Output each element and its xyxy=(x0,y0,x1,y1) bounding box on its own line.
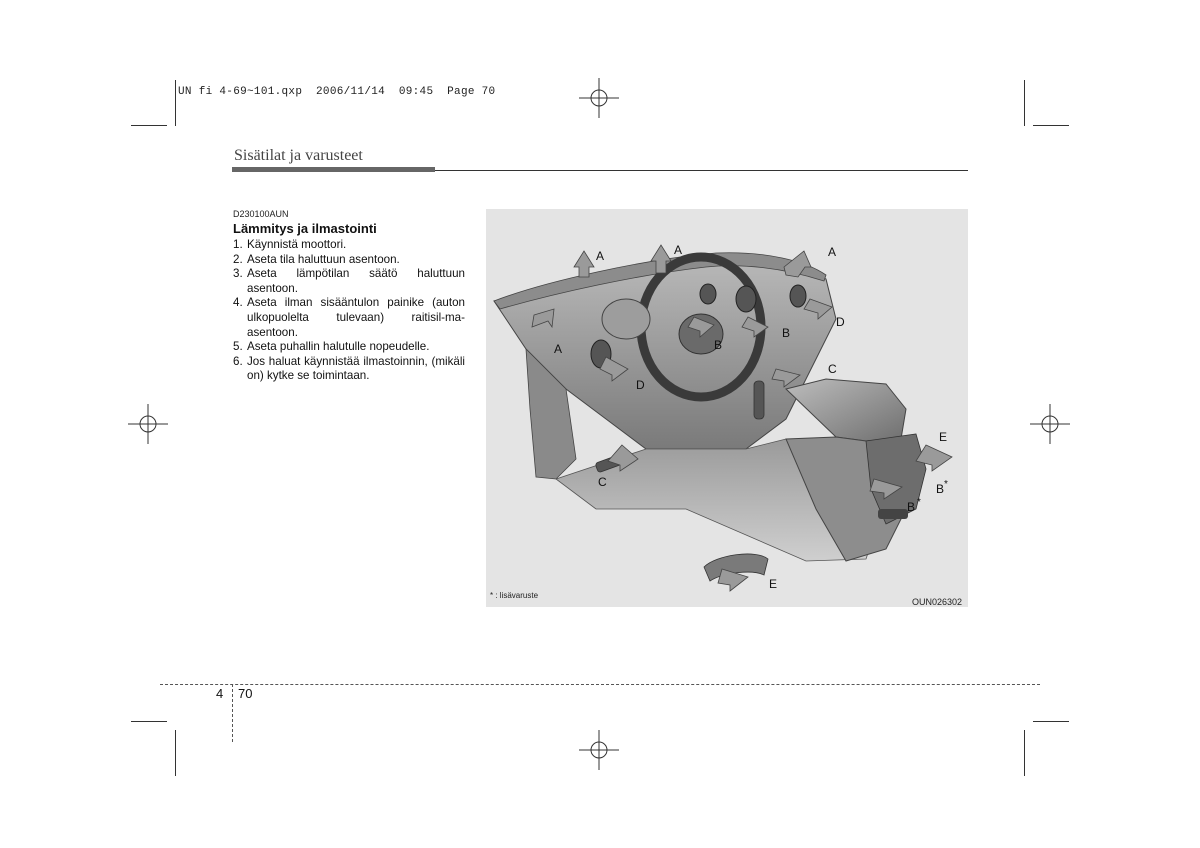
vent-label-b: B xyxy=(782,326,791,340)
vent-label-a: A xyxy=(554,342,563,356)
optional-star-mark: * xyxy=(917,497,921,508)
list-item xyxy=(233,340,465,355)
step-number: 6. xyxy=(233,354,243,368)
figure-code: OUN026302 xyxy=(912,597,963,607)
registration-mark-right-icon xyxy=(1030,404,1070,444)
topic-heading: Lämmitys ja ilmastointi xyxy=(233,221,377,236)
vent-label-d: D xyxy=(636,378,645,392)
list-item xyxy=(233,253,465,268)
crop-mark-tr-v xyxy=(1024,80,1025,126)
section-title: Sisätilat ja varusteet xyxy=(234,147,363,164)
print-slug: UN fi 4-69~101.qxp 2006/11/14 09:45 Page 70 xyxy=(178,86,496,98)
list-item xyxy=(233,238,465,253)
step-text: Aseta lämpötilan säätö haluttuun asentoon. xyxy=(247,267,465,295)
vent-label-c: C xyxy=(598,475,607,489)
registration-mark-bottom-icon xyxy=(579,730,619,770)
list-item xyxy=(233,296,465,340)
instruction-list xyxy=(233,238,465,384)
vent-label-e: E xyxy=(939,430,948,444)
crop-mark-tl-h xyxy=(131,125,167,126)
interior-vent-illustration xyxy=(486,209,968,607)
page-chapter-number: 4 xyxy=(216,686,224,701)
vent-label-c: C xyxy=(828,362,837,376)
step-text: Aseta ilman sisääntulon painike (auton ulkopuolelta tulevaan) raitisil-ma-asentoon. xyxy=(247,296,465,339)
document-code: D230100AUN xyxy=(233,209,289,219)
section-rule-line xyxy=(435,170,968,171)
step-number: 5. xyxy=(233,340,243,354)
vent-label-b: B xyxy=(936,482,945,496)
crop-mark-tl-v xyxy=(175,80,176,126)
step-number: 1. xyxy=(233,238,243,251)
step-number: 2. xyxy=(233,252,243,266)
optional-star-mark: * xyxy=(944,479,948,490)
figure-footnote: * : lisävaruste xyxy=(490,591,539,600)
crop-mark-br-h xyxy=(1033,721,1069,722)
registration-mark-left-icon xyxy=(128,404,168,444)
crop-mark-tr-h xyxy=(1033,125,1069,126)
step-number: 3. xyxy=(233,267,243,281)
footer-dashed-rule xyxy=(160,684,1040,685)
list-item xyxy=(233,355,465,384)
step-text: Aseta tila haluttuun asentoon. xyxy=(247,252,400,266)
vent-label-a: A xyxy=(674,243,683,257)
list-item xyxy=(233,267,465,296)
vent-label-a: A xyxy=(828,245,837,259)
section-rule-bar xyxy=(232,167,435,172)
registration-mark-top-icon xyxy=(579,78,619,118)
vent-label-d: D xyxy=(836,315,845,329)
vent-label-b: B xyxy=(907,500,916,514)
step-number: 4. xyxy=(233,296,243,310)
footer-page-separator xyxy=(232,684,233,742)
step-text: Aseta puhallin halutulle nopeudelle. xyxy=(247,340,430,354)
step-text: Käynnistä moottori. xyxy=(247,238,347,251)
crop-mark-br-v xyxy=(1024,730,1025,776)
vent-label-e: E xyxy=(769,577,778,591)
crop-mark-bl-h xyxy=(131,721,167,722)
crop-mark-bl-v xyxy=(175,730,176,776)
page-number: 70 xyxy=(238,686,253,701)
step-text: Jos haluat käynnistää ilmastoinnin, (mikäli on) kytke se toimintaan. xyxy=(247,354,465,383)
vent-label-b: B xyxy=(714,338,723,352)
vent-label-a: A xyxy=(596,249,605,263)
